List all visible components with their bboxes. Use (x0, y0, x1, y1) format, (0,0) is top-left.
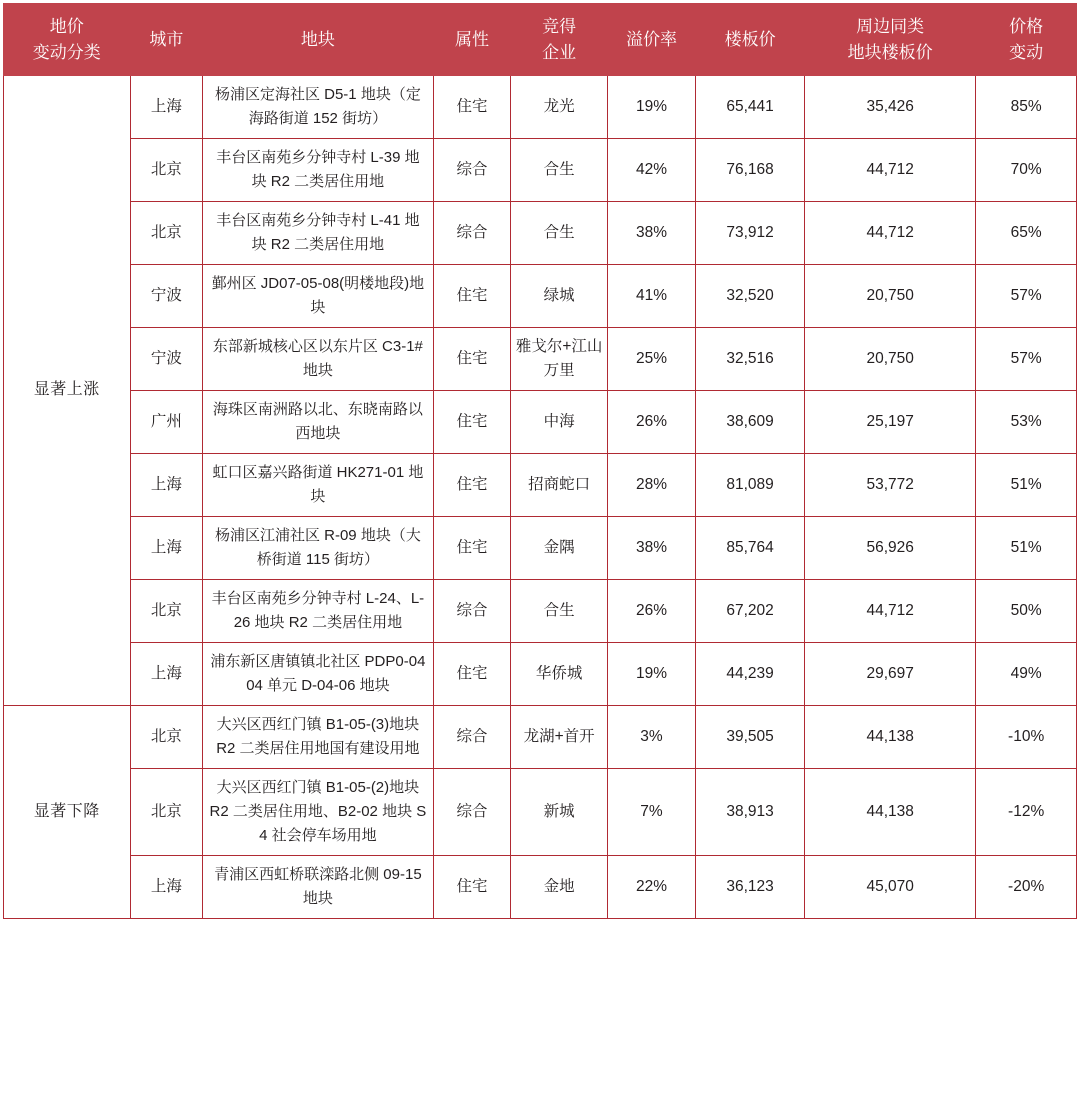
city-cell: 北京 (130, 580, 203, 643)
column-header-line: 楼板价 (724, 29, 776, 49)
land-price-table (3, 3, 1077, 919)
premium-rate-cell: 7% (607, 769, 695, 856)
table-row (4, 580, 1077, 643)
table-row (4, 265, 1077, 328)
city-cell: 上海 (130, 76, 203, 139)
floor-price-cell: 39,505 (696, 706, 805, 769)
column-header-5 (607, 4, 695, 76)
parcel-cell: 杨浦区江浦社区 R-09 地块（大桥街道 115 街坊） (203, 517, 433, 580)
parcel-cell: 海珠区南洲路以北、东晓南路以西地块 (203, 391, 433, 454)
price-change-cell: 57% (976, 328, 1077, 391)
winning-firm-cell: 华侨城 (511, 643, 608, 706)
price-change-cell: 57% (976, 265, 1077, 328)
table-row (4, 391, 1077, 454)
premium-rate-cell: 38% (607, 202, 695, 265)
winning-firm-cell: 合生 (511, 580, 608, 643)
table-row (4, 517, 1077, 580)
parcel-cell: 丰台区南苑乡分钟寺村 L-24、L-26 地块 R2 二类居住用地 (203, 580, 433, 643)
table-row (4, 856, 1077, 919)
floor-price-cell: 76,168 (696, 139, 805, 202)
nearby-floor-price-cell: 56,926 (805, 517, 976, 580)
price-change-cell: 51% (976, 517, 1077, 580)
column-header-line: 地价 (49, 17, 84, 36)
nearby-floor-price-cell: 35,426 (805, 76, 976, 139)
premium-rate-cell: 28% (607, 454, 695, 517)
column-header-line: 变动 (1009, 42, 1044, 62)
table-row (4, 643, 1077, 706)
winning-firm-cell: 中海 (511, 391, 608, 454)
city-cell: 上海 (130, 643, 203, 706)
table-body (4, 76, 1077, 919)
premium-rate-cell: 26% (607, 391, 695, 454)
column-header-line: 地块楼板价 (847, 42, 933, 62)
column-header-line: 周边同类 (856, 17, 925, 36)
table-row (4, 202, 1077, 265)
parcel-cell: 虹口区嘉兴路街道 HK271-01 地块 (203, 454, 433, 517)
city-cell: 宁波 (130, 328, 203, 391)
table-row (4, 454, 1077, 517)
price-change-cell: 65% (976, 202, 1077, 265)
parcel-cell: 丰台区南苑乡分钟寺村 L-41 地块 R2 二类居住用地 (203, 202, 433, 265)
city-cell: 北京 (130, 202, 203, 265)
winning-firm-cell: 新城 (511, 769, 608, 856)
column-header-line: 地块 (300, 29, 335, 49)
premium-rate-cell: 25% (607, 328, 695, 391)
attribute-cell: 住宅 (433, 643, 511, 706)
column-header-line: 企业 (542, 42, 577, 62)
winning-firm-cell: 龙光 (511, 76, 608, 139)
table-row (4, 76, 1077, 139)
parcel-cell: 大兴区西红门镇 B1-05-(3)地块 R2 二类居住用地国有建设用地 (203, 706, 433, 769)
table-row (4, 139, 1077, 202)
price-change-cell: 49% (976, 643, 1077, 706)
header-row (4, 4, 1077, 76)
column-header-line: 城市 (149, 29, 184, 49)
winning-firm-cell: 雅戈尔+江山万里 (511, 328, 608, 391)
table-row (4, 328, 1077, 391)
floor-price-cell: 67,202 (696, 580, 805, 643)
floor-price-cell: 44,239 (696, 643, 805, 706)
table-header (4, 4, 1077, 76)
parcel-cell: 杨浦区定海社区 D5-1 地块（定海路街道 152 街坊） (203, 76, 433, 139)
parcel-cell: 浦东新区唐镇镇北社区 PDP0-0404 单元 D-04-06 地块 (203, 643, 433, 706)
floor-price-cell: 32,516 (696, 328, 805, 391)
parcel-cell: 大兴区西红门镇 B1-05-(2)地块 R2 二类居住用地、B2-02 地块 S4 社会停车场用地 (203, 769, 433, 856)
attribute-cell: 住宅 (433, 856, 511, 919)
price-change-cell: 70% (976, 139, 1077, 202)
nearby-floor-price-cell: 44,712 (805, 139, 976, 202)
city-cell: 宁波 (130, 265, 203, 328)
attribute-cell: 综合 (433, 139, 511, 202)
attribute-cell: 住宅 (433, 391, 511, 454)
winning-firm-cell: 金地 (511, 856, 608, 919)
nearby-floor-price-cell: 44,712 (805, 580, 976, 643)
column-header-7 (805, 4, 976, 76)
winning-firm-cell: 金隅 (511, 517, 608, 580)
column-header-8 (976, 4, 1077, 76)
price-change-cell: -20% (976, 856, 1077, 919)
attribute-cell: 住宅 (433, 454, 511, 517)
attribute-cell: 住宅 (433, 328, 511, 391)
premium-rate-cell: 41% (607, 265, 695, 328)
nearby-floor-price-cell: 45,070 (805, 856, 976, 919)
parcel-cell: 东部新城核心区以东片区 C3-1#地块 (203, 328, 433, 391)
column-header-line: 变动分类 (32, 42, 101, 62)
floor-price-cell: 38,609 (696, 391, 805, 454)
premium-rate-cell: 19% (607, 76, 695, 139)
city-cell: 上海 (130, 454, 203, 517)
floor-price-cell: 73,912 (696, 202, 805, 265)
premium-rate-cell: 42% (607, 139, 695, 202)
floor-price-cell: 38,913 (696, 769, 805, 856)
parcel-cell: 鄞州区 JD07-05-08(明楼地段)地块 (203, 265, 433, 328)
premium-rate-cell: 26% (607, 580, 695, 643)
table-row (4, 706, 1077, 769)
city-cell: 北京 (130, 139, 203, 202)
price-change-cell: -10% (976, 706, 1077, 769)
document-page (0, 3, 1080, 1102)
floor-price-cell: 36,123 (696, 856, 805, 919)
price-change-cell: 51% (976, 454, 1077, 517)
group-label-cell: 显著下降 (4, 706, 131, 919)
column-header-line: 溢价率 (626, 29, 677, 49)
winning-firm-cell: 绿城 (511, 265, 608, 328)
floor-price-cell: 85,764 (696, 517, 805, 580)
column-header-line: 价格 (1009, 17, 1044, 36)
column-header-4 (511, 4, 608, 76)
column-header-0 (4, 4, 131, 76)
nearby-floor-price-cell: 29,697 (805, 643, 976, 706)
premium-rate-cell: 38% (607, 517, 695, 580)
column-header-3 (433, 4, 511, 76)
nearby-floor-price-cell: 44,138 (805, 706, 976, 769)
price-change-cell: 85% (976, 76, 1077, 139)
city-cell: 北京 (130, 706, 203, 769)
premium-rate-cell: 3% (607, 706, 695, 769)
city-cell: 广州 (130, 391, 203, 454)
group-label-cell: 显著上涨 (4, 76, 131, 706)
nearby-floor-price-cell: 25,197 (805, 391, 976, 454)
attribute-cell: 综合 (433, 580, 511, 643)
table-row (4, 769, 1077, 856)
nearby-floor-price-cell: 44,138 (805, 769, 976, 856)
city-cell: 上海 (130, 856, 203, 919)
parcel-cell: 丰台区南苑乡分钟寺村 L-39 地块 R2 二类居住用地 (203, 139, 433, 202)
attribute-cell: 综合 (433, 706, 511, 769)
premium-rate-cell: 19% (607, 643, 695, 706)
winning-firm-cell: 龙湖+首开 (511, 706, 608, 769)
price-change-cell: 50% (976, 580, 1077, 643)
attribute-cell: 住宅 (433, 265, 511, 328)
attribute-cell: 综合 (433, 769, 511, 856)
attribute-cell: 综合 (433, 202, 511, 265)
floor-price-cell: 32,520 (696, 265, 805, 328)
premium-rate-cell: 22% (607, 856, 695, 919)
winning-firm-cell: 合生 (511, 139, 608, 202)
price-change-cell: -12% (976, 769, 1077, 856)
attribute-cell: 住宅 (433, 517, 511, 580)
floor-price-cell: 65,441 (696, 76, 805, 139)
attribute-cell: 住宅 (433, 76, 511, 139)
city-cell: 上海 (130, 517, 203, 580)
nearby-floor-price-cell: 53,772 (805, 454, 976, 517)
parcel-cell: 青浦区西虹桥联滦路北侧 09-15 地块 (203, 856, 433, 919)
nearby-floor-price-cell: 44,712 (805, 202, 976, 265)
winning-firm-cell: 合生 (511, 202, 608, 265)
column-header-2 (203, 4, 433, 76)
column-header-line: 属性 (454, 29, 489, 49)
column-header-1 (130, 4, 203, 76)
floor-price-cell: 81,089 (696, 454, 805, 517)
nearby-floor-price-cell: 20,750 (805, 265, 976, 328)
nearby-floor-price-cell: 20,750 (805, 328, 976, 391)
column-header-line: 竞得 (542, 17, 577, 36)
city-cell: 北京 (130, 769, 203, 856)
winning-firm-cell: 招商蛇口 (511, 454, 608, 517)
price-change-cell: 53% (976, 391, 1077, 454)
column-header-6 (696, 4, 805, 76)
